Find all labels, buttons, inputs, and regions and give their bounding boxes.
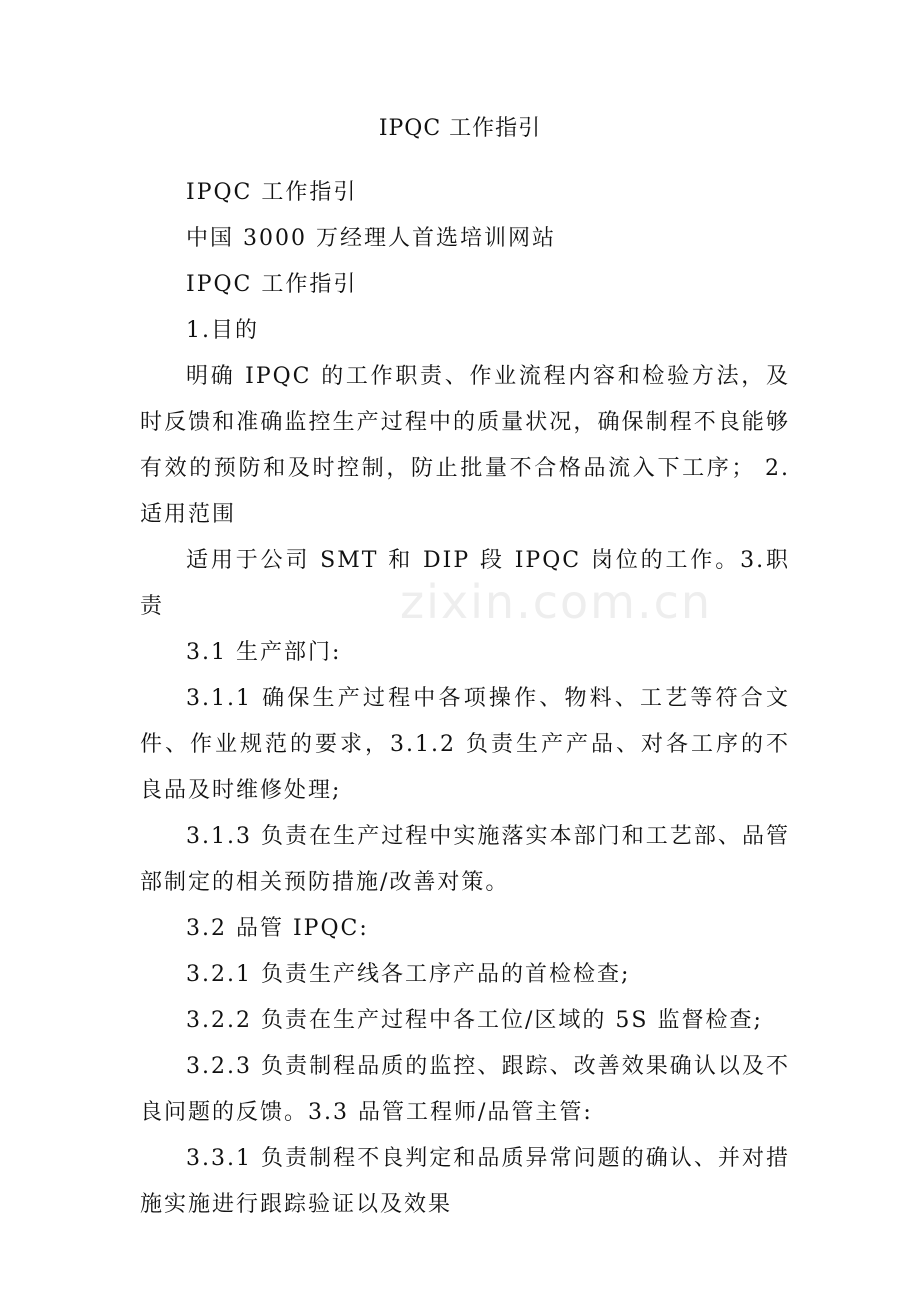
section-production-heading: 3.1 生产部门: bbox=[186, 640, 342, 665]
paragraph-3-1-1: 3.1.1 确保生产过程中各项操作、物料、工艺等符合文件、作业规范的要求，3.1.2 负责生产产品、对各工序的不良品及时维修处理; bbox=[140, 686, 790, 803]
document-title: IPQC 工作指引 bbox=[378, 116, 542, 141]
paragraph-heading: IPQC 工作指引 bbox=[186, 272, 358, 297]
section-ipqc-heading: 3.2 品管 IPQC: bbox=[186, 916, 369, 941]
paragraph-3-2-1: 3.2.1 负责生产线各工序产品的首检检查; bbox=[186, 962, 631, 987]
watermark: zixin.com.cn bbox=[400, 575, 713, 629]
document-body bbox=[140, 170, 790, 1228]
paragraph-3-3-1: 3.3.1 负责制程不良判定和品质异常问题的确认、并对措施实施进行跟踪验证以及效果 bbox=[140, 1146, 790, 1217]
paragraph-scope: 适用于公司 SMT 和 DIP 段 IPQC 岗位的工作。3.职责 bbox=[140, 548, 790, 619]
paragraph-site-slogan: 中国 3000 万经理人首选培训网站 bbox=[186, 226, 556, 251]
paragraph-heading-repeat: IPQC 工作指引 bbox=[186, 180, 358, 205]
paragraph-3-1-3: 3.1.3 负责在生产过程中实施落实本部门和工艺部、品管部制定的相关预防措施/改善对策。 bbox=[140, 824, 790, 895]
section-purpose-heading: 1.目的 bbox=[186, 318, 259, 343]
paragraph-purpose: 明确 IPQC 的工作职责、作业流程内容和检验方法，及时反馈和准确监控生产过程中的质量状况，确保制程不良能够有效的预防和及时控制，防止批量不合格品流入下工序； 2.适用范围 bbox=[140, 364, 790, 527]
paragraph-3-2-3: 3.2.3 负责制程品质的监控、跟踪、改善效果确认以及不良问题的反馈。3.3 品管工程师/品管主管: bbox=[140, 1054, 790, 1125]
paragraph-3-2-2: 3.2.2 负责在生产过程中各工位/区域的 5S 监督检查; bbox=[186, 1008, 763, 1033]
